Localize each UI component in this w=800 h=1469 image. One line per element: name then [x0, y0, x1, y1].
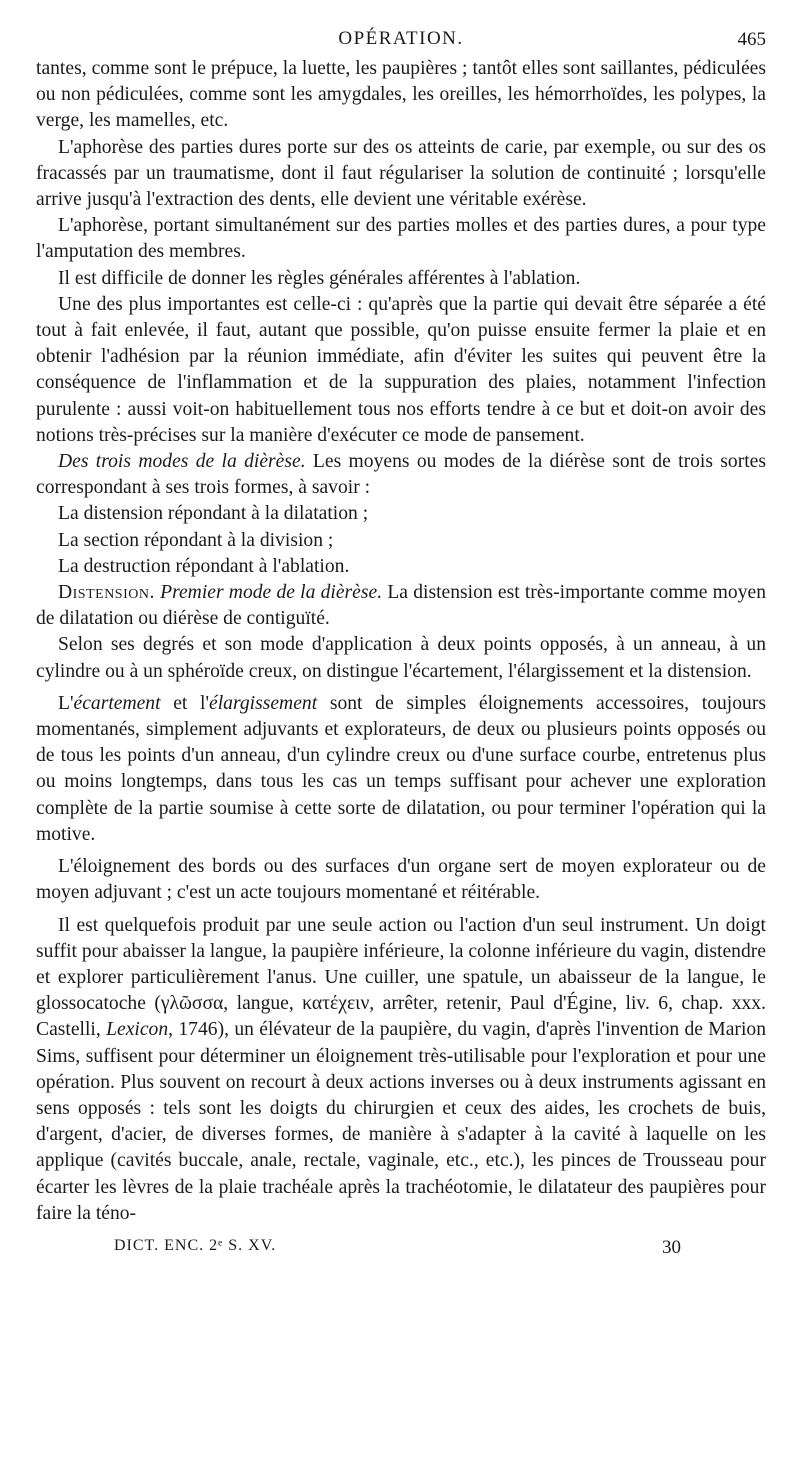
- paragraph-4: Il est difficile de donner les règles générales afférentes à l'ablation.: [58, 267, 581, 289]
- paragraph-7-text: La distension est très-importante comme moyen de dilatation ou diérèse de contiguïté.: [36, 582, 766, 630]
- term-elargissement: élargissement: [209, 692, 318, 714]
- paragraph-5: Une des plus importantes est celle-ci : qu'après que la partie qui devait être séparée a été tout à fait enlevée, il faut, autant que possible, qu'on puisse ensuite fermer la plaie et en obtenir l'adhésion par la réunion immédiate, afin d'éviter les suites qui peuvent être la conséquence de l'inflammation et de la suppuration des plaies, notamment l'infection purulente : aussi voit-on habituellement tous nos efforts tendre à ce but et doit-on avoir des notions très-précises sur la manière d'exécuter ce mode de pansement.: [36, 293, 766, 446]
- paragraph-11-part-b: , 1746), un élévateur de la paupière, du vagin, d'après l'invention de Marion Sims, suffisent pour déterminer un éloignement très-utilisable pour l'exploration et pour une opération. Plus souvent on recourt à deux actions inverses ou à deux instruments agissant en sens opposés : tels sont les doigts du chirurgien et ceux des aides, les crochets de buis, d'argent, d'acier, de diverses formes, de manière à s'adapter à la cavité à laquelle on les applique (cavités buccale, anale, rectale, vaginale, etc., etc.), les pinces de Trousseau pour écarter les lèvres de la plaie trachéale après la trachéotomie, le dilatateur des paupières pour faire la téno-: [36, 1019, 766, 1224]
- paragraph-9-text: sont de simples éloignements accessoires, toujours momentanés, simplement adjuvants et explorateurs, de deux ou plusieurs points opposés ou de tous les points d'un anneau, d'un cylindre creux ou d'une surface courbe, entretenus plus ou moins longtemps, dans tous les cas un temps suffisant pour achever une exploration complète de la partie soumise à cette sorte de dilatation, ou pour terminer l'opération qui la motive.: [36, 692, 766, 845]
- lexicon-title: Lexicon: [106, 1019, 169, 1041]
- paragraph-8: Selon ses degrés et son mode d'application à deux points opposés, à un anneau, à un cylindre ou à un sphéroïde creux, on distingue l'écartement, l'élargissement et la distension.: [36, 634, 766, 682]
- paragraph-11-part-a: Il est quelquefois produit par une seule action ou l'action d'un seul instrument. Un doigt suffit pour abaisser la langue, la paupière inférieure, la colonne inférieure du vagin, distendre et explorer particulièrement l'anus. Une cuiller, une spatule, un abaisseur de la langue, le glossocatoche (γλῶσσα, langue, κατέχειν, arrêter, retenir, Paul d'Égine, liv. 6, chap. xxx. Castelli,: [36, 914, 766, 1041]
- printer-signature: DICT. ENC. 2ᵉ S. XV.: [114, 1236, 277, 1254]
- paragraph-2: L'aphorèse des parties dures porte sur des os atteints de carie, par exemple, ou sur des os fracassés par un traumatisme, dont il faut régulariser la solution de continuité ; lorsqu'elle arrive jusqu'à l'extraction des dents, elle devient une véritable exérèse.: [36, 136, 766, 211]
- body-text: [36, 56, 766, 1227]
- paragraph-3: L'aphorèse, portant simultanément sur des parties molles et des parties dures, a pour type l'amputation des membres.: [36, 215, 766, 263]
- list-item-distension: La distension répondant à la dilatation ;: [58, 503, 369, 525]
- paragraph-10: L'éloignement des bords ou des surfaces d'un organe sert de moyen explorateur ou de moyen adjuvant ; c'est un acte toujours momentané et réitérable.: [36, 856, 766, 904]
- sheet-number: 30: [662, 1236, 681, 1258]
- term-ecartement: écartement: [73, 692, 161, 714]
- running-title: OPÉRATION.: [338, 28, 464, 49]
- list-item-section: La section répondant à la division ;: [58, 529, 334, 551]
- paragraph-9: [36, 691, 766, 848]
- paragraph-6: [36, 449, 766, 501]
- page-footer: [36, 1233, 766, 1273]
- paragraph-1: tantes, comme sont le prépuce, la luette, les paupières ; tantôt elles sont saillantes, pédiculées ou non pédiculées, comme sont les amygdales, les oreilles, les hémorrhoïdes, les polypes, la verge, les mamelles, etc.: [36, 58, 766, 132]
- list-item-destruction: La destruction répondant à l'ablation.: [58, 555, 350, 577]
- page-number: 465: [737, 29, 766, 50]
- paragraph-11: [36, 913, 766, 1227]
- section-heading-first-mode: Premier mode de la dièrèse.: [160, 582, 383, 604]
- paragraph-9-prefix: L': [58, 692, 74, 714]
- paragraph-9-joiner: et l': [160, 692, 210, 714]
- paragraph-7: [36, 580, 766, 632]
- page-header: [36, 0, 766, 56]
- paragraph-6-text: Les moyens ou modes de la diérèse sont de trois sortes correspondant à ses trois formes, à savoir :: [36, 451, 766, 499]
- section-heading-modes: Des trois modes de la dièrèse.: [58, 451, 306, 473]
- section-label-distension: Distension.: [58, 582, 155, 604]
